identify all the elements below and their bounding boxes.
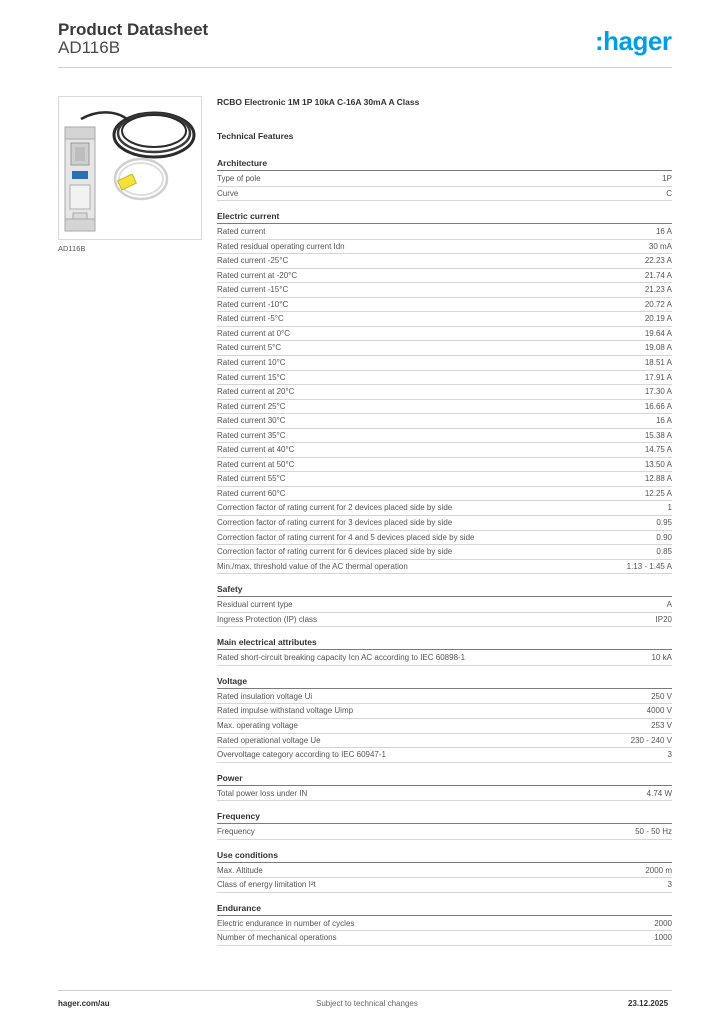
product-code: AD116B [58, 38, 121, 57]
spec-table [217, 148, 672, 946]
spec-value: 22.23 A [644, 256, 672, 266]
spec-row [217, 414, 672, 429]
spec-row [217, 748, 672, 763]
spec-row [217, 719, 672, 734]
section-title: Use conditions [217, 848, 672, 863]
spec-value: 2000 m [645, 865, 672, 875]
spec-value: 14.75 A [644, 445, 672, 455]
spec-value: 0.95 [656, 518, 672, 528]
spec-value: 15.38 A [644, 430, 672, 440]
spec-value: 1.13 - 1.45 A [626, 561, 672, 571]
spec-label: Ingress Protection (IP) class [217, 614, 318, 624]
spec-value: 19.08 A [644, 343, 672, 353]
spec-label: Overvoltage category according to IEC 60947-1 [217, 750, 386, 760]
spec-section [217, 582, 672, 627]
spec-row [217, 225, 672, 240]
hager-logo: :hager [595, 26, 672, 56]
spec-value: 2000 [654, 918, 672, 928]
spec-value: 3 [667, 880, 672, 890]
spec-value: 1P [662, 174, 672, 183]
section-title: Voltage [217, 674, 672, 689]
spec-row [217, 787, 672, 802]
spec-value: C [666, 188, 672, 198]
spec-value: A [666, 600, 672, 610]
spec-section [217, 901, 672, 946]
spec-label: Number of mechanical operations [217, 933, 337, 943]
spec-section [217, 771, 672, 802]
spec-row [217, 327, 672, 342]
spec-row [217, 864, 672, 879]
spec-label: Rated current at 0°C [217, 328, 291, 338]
spec-value: 253 V [651, 720, 672, 730]
spec-row [217, 385, 672, 400]
spec-row [217, 283, 672, 298]
section-title: Electric current [217, 209, 672, 224]
spec-row [217, 598, 672, 613]
spec-label: Rated current 15°C [217, 372, 286, 382]
spec-section [217, 809, 672, 840]
spec-row [217, 458, 672, 473]
spec-value: 3 [667, 750, 672, 760]
spec-row [217, 312, 672, 327]
spec-value: 0.90 [656, 532, 672, 542]
spec-row [217, 356, 672, 371]
spec-value: 12.25 A [644, 488, 672, 498]
spec-value: 4.74 W [646, 788, 672, 798]
spec-value: 13.50 A [644, 459, 672, 469]
spec-section [217, 209, 672, 574]
spec-value: 1000 [654, 933, 672, 943]
spec-row [217, 172, 672, 187]
spec-label: Rated short-circuit breaking capacity Icn AC according to IEC 60898-1 [217, 653, 466, 663]
spec-label: Residual current type [217, 600, 293, 610]
spec-section [217, 674, 672, 763]
section-title: Main electrical attributes [217, 635, 672, 650]
spec-row [217, 545, 672, 560]
spec-label: Curve [217, 188, 239, 198]
spec-value: 17.30 A [644, 387, 672, 397]
spec-value: IP20 [655, 614, 672, 624]
spec-row [217, 690, 672, 705]
spec-row [217, 371, 672, 386]
spec-row [217, 613, 672, 628]
spec-label: Rated current 35°C [217, 430, 286, 440]
spec-label: Rated current -15°C [217, 285, 289, 295]
rcbo-device-icon [59, 97, 201, 239]
spec-value: 21.74 A [644, 270, 672, 280]
spec-section [217, 635, 672, 666]
footer-date: 23.12.2025 [628, 999, 669, 1008]
spec-row [217, 487, 672, 502]
spec-value: 17.91 A [644, 372, 672, 382]
spec-label: Rated current -10°C [217, 299, 289, 309]
spec-label: Rated current [217, 227, 266, 237]
spec-label: Rated current at 20°C [217, 387, 295, 397]
spec-value: 20.19 A [644, 314, 672, 324]
spec-label: Rated residual operating current Idn [217, 241, 345, 251]
spec-row [217, 400, 672, 415]
spec-row [217, 531, 672, 546]
spec-label: Rated insulation voltage Ui [217, 691, 313, 701]
spec-label: Rated current -5°C [217, 314, 284, 324]
spec-label: Min./max. threshold value of the AC thermal operation [217, 561, 408, 571]
spec-value: 10 kA [651, 653, 672, 663]
spec-row [217, 651, 672, 666]
spec-value: 230 - 240 V [630, 735, 672, 745]
spec-value: 18.51 A [644, 358, 672, 368]
section-title: Safety [217, 582, 672, 597]
spec-value: 1 [667, 503, 672, 513]
spec-label: Correction factor of rating current for 4 and 5 devices placed side by side [217, 532, 475, 542]
spec-row [217, 341, 672, 356]
spec-value: 50 - 50 Hz [635, 827, 672, 837]
section-title: Frequency [217, 809, 672, 824]
spec-row [217, 472, 672, 487]
spec-row [217, 931, 672, 946]
spec-row [217, 878, 672, 893]
footer-website: hager.com/au [58, 999, 110, 1008]
image-caption: AD116B [58, 244, 86, 253]
spec-label: Correction factor of rating current for 2 devices placed side by side [217, 503, 453, 513]
spec-label: Rated current 55°C [217, 474, 286, 484]
spec-label: Rated current 25°C [217, 401, 286, 411]
spec-label: Rated current 30°C [217, 416, 286, 426]
spec-label: Rated current at -20°C [217, 270, 298, 280]
spec-label: Total power loss under IN [217, 788, 308, 798]
spec-label: Max. Altitude [217, 865, 263, 875]
product-name: RCBO Electronic 1M 1P 10kA C-16A 30mA A Class [217, 97, 420, 107]
spec-row [217, 501, 672, 516]
spec-row [217, 443, 672, 458]
spec-row [217, 187, 672, 202]
spec-label: Rated operational voltage Ue [217, 735, 321, 745]
page-title: Product Datasheet [58, 20, 209, 39]
technical-features-title: Technical Features [217, 131, 294, 141]
spec-value: 19.64 A [644, 328, 672, 338]
spec-label: Correction factor of rating current for 3 devices placed side by side [217, 518, 453, 528]
footer-divider [58, 990, 672, 991]
spec-label: Electric endurance in number of cycles [217, 918, 355, 928]
product-image [58, 96, 202, 240]
spec-label: Rated current at 50°C [217, 459, 295, 469]
spec-section [217, 156, 672, 201]
spec-row [217, 825, 672, 840]
section-title: Endurance [217, 901, 672, 916]
spec-row [217, 704, 672, 719]
spec-row [217, 269, 672, 284]
spec-label: Frequency [217, 827, 255, 837]
spec-label: Rated current -25°C [217, 256, 289, 266]
spec-row [217, 254, 672, 269]
spec-row [217, 516, 672, 531]
spec-row [217, 917, 672, 932]
spec-section [217, 848, 672, 893]
spec-row [217, 298, 672, 313]
spec-value: 16 A [655, 227, 672, 237]
spec-row [217, 240, 672, 255]
spec-value: 21.23 A [644, 285, 672, 295]
spec-label: Type of pole [217, 174, 261, 183]
spec-label: Correction factor of rating current for 6 devices placed side by side [217, 547, 453, 557]
header-divider [58, 67, 672, 68]
section-title: Power [217, 771, 672, 786]
spec-row [217, 429, 672, 444]
footer-note: Subject to technical changes [316, 999, 418, 1008]
spec-value: 4000 V [646, 706, 672, 716]
spec-value: 0.85 [656, 547, 672, 557]
section-title: Architecture [217, 156, 672, 171]
spec-value: 30 mA [648, 241, 672, 251]
spec-row [217, 734, 672, 749]
spec-label: Rated impulse withstand voltage Uimp [217, 706, 354, 716]
spec-value: 20.72 A [644, 299, 672, 309]
spec-label: Rated current 10°C [217, 358, 286, 368]
spec-value: 16.66 A [644, 401, 672, 411]
spec-value: 16 A [655, 416, 672, 426]
spec-row [217, 560, 672, 575]
spec-value: 12.88 A [644, 474, 672, 484]
spec-label: Class of energy limitation I²t [217, 880, 316, 890]
spec-label: Max. operating voltage [217, 720, 298, 730]
spec-label: Rated current at 40°C [217, 445, 295, 455]
spec-value: 250 V [651, 691, 672, 701]
spec-label: Rated current 60°C [217, 488, 286, 498]
spec-label: Rated current 5°C [217, 343, 282, 353]
